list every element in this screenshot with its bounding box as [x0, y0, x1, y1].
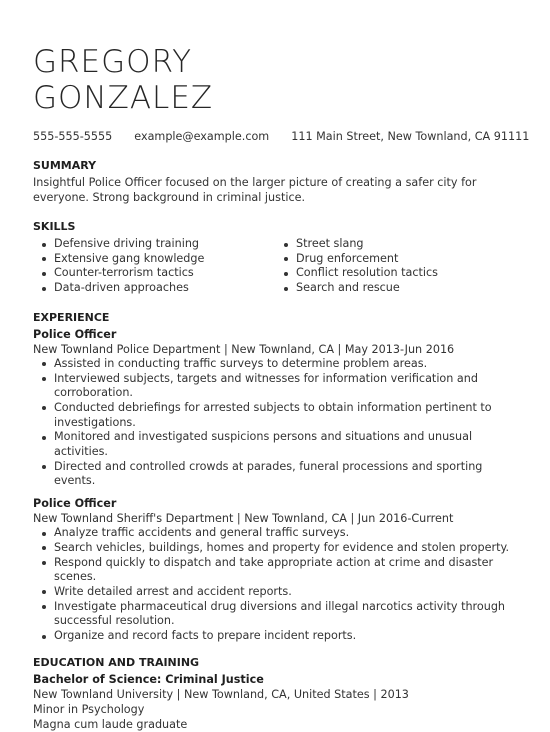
skill-item: Extensive gang knowledge [33, 252, 275, 267]
experience-section [33, 311, 517, 644]
summary-heading: SUMMARY [33, 159, 97, 172]
job-title: Police Officer [33, 327, 117, 341]
skill-item: Search and rescue [275, 281, 517, 296]
job-title: Police Officer [33, 497, 117, 511]
first-name: GREGORY [33, 44, 193, 80]
job-duty: Analyze traffic accidents and general traffic surveys. [33, 526, 517, 541]
skill-item: Conflict resolution tactics [275, 266, 517, 281]
email-address: example@example.com [134, 130, 270, 143]
job-entry [33, 327, 517, 489]
school-line: New Townland University | New Townland, CA, United States | 2013 [33, 687, 409, 701]
education-section [33, 656, 517, 732]
minor-line: Minor in Psychology [33, 702, 145, 716]
skill-item: Counter-terrorism tactics [33, 266, 275, 281]
honors-line: Magna cum laude graduate [33, 717, 188, 731]
job-duty: Conducted debriefings for arrested subjects to obtain information pertinent to investigations. [33, 401, 517, 430]
experience-heading: EXPERIENCE [33, 310, 110, 324]
last-name: GONZALEZ [33, 80, 214, 116]
job-duty: Monitored and investigated suspicions persons and situations and unusual activities. [33, 430, 517, 459]
job-duty: Directed and controlled crowds at parades, funeral processions and sporting events. [33, 460, 517, 489]
job-duty: Assisted in conducting traffic surveys to determine problem areas. [33, 357, 517, 372]
job-duty: Organize and record facts to prepare incident reports. [33, 629, 517, 644]
job-duty: Investigate pharmaceutical drug diversions and illegal narcotics activity through successful resolution. [33, 600, 517, 629]
summary-section [33, 159, 517, 205]
job-duty: Interviewed subjects, targets and witnesses for information verification and corroboration. [33, 372, 517, 401]
job-duty: Write detailed arrest and accident reports. [33, 585, 517, 600]
job-duty: Search vehicles, buildings, homes and property for evidence and stolen property. [33, 541, 517, 556]
skills-right-column [275, 237, 517, 296]
job-employer-line: New Townland Police Department | New Townland, CA | May 2013-Jun 2016 [33, 342, 455, 356]
contact-line [33, 130, 530, 143]
degree-title: Bachelor of Science: Criminal Justice [33, 672, 264, 686]
skills-columns [33, 237, 517, 296]
skills-heading: SKILLS [33, 220, 76, 233]
resume-header [33, 44, 530, 143]
skills-section [33, 220, 517, 296]
skill-item: Defensive driving training [33, 237, 275, 252]
education-heading: EDUCATION AND TRAINING [33, 655, 200, 669]
skill-item: Data-driven approaches [33, 281, 275, 296]
skill-item: Drug enforcement [275, 252, 517, 267]
skill-item: Street slang [275, 237, 517, 252]
summary-text: Insightful Police Officer focused on the larger picture of creating a safer city for everyone. Strong background in criminal justice. [33, 176, 477, 204]
skills-left-column [33, 237, 275, 296]
street-address: 111 Main Street, New Townland, CA 91111 [291, 130, 530, 143]
job-employer-line: New Townland Sheriff's Department | New Townland, CA | Jun 2016-Current [33, 512, 454, 526]
phone-number: 555-555-5555 [33, 130, 113, 143]
job-duty: Respond quickly to dispatch and take appropriate action at crime and disaster scenes. [33, 556, 517, 585]
job-entry [33, 496, 517, 644]
